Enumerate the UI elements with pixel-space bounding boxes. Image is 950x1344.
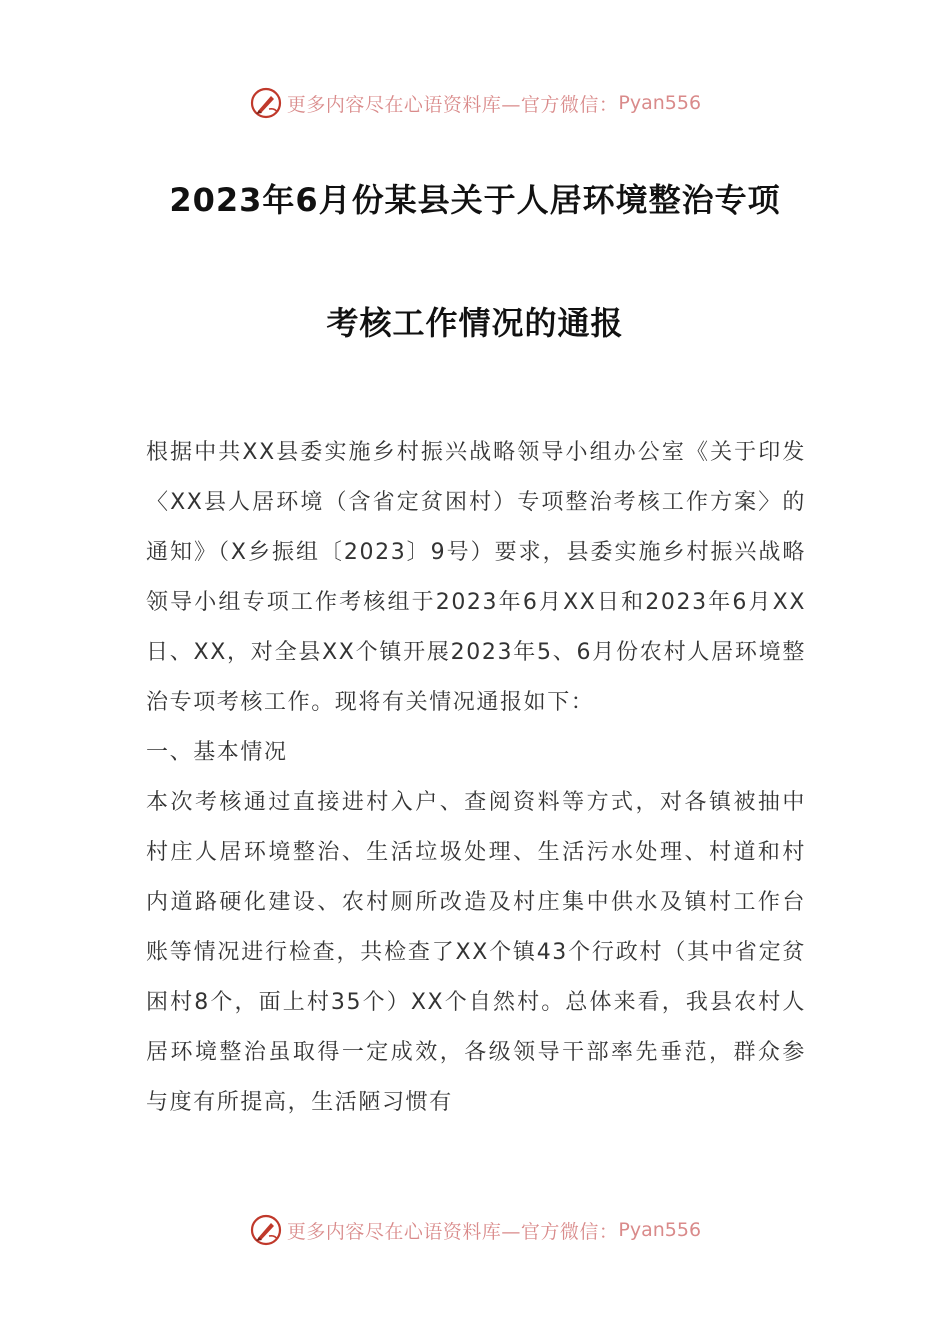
pen-logo-icon <box>249 86 283 120</box>
document-body <box>146 428 806 1128</box>
document-title-line1: 2023年6月份某县关于人居环境整治专项 <box>169 181 781 219</box>
banner-wechat-id: Pyan556 <box>618 1219 702 1241</box>
paragraph-intro: 根据中共XX县委实施乡村振兴战略领导小组办公室《关于印发〈XX县人居环境（含省定贫困村）专项整治考核工作方案〉的通知》（X乡振组〔2023〕9号）要求，县委实施乡村振兴战略领导小组专项工作考核组于2023年6月XX日和2023年6月XX日、XX，对全县XX个镇开展2023年5、6月份农村人居环境整治专项考核工作。现将有关情况通报如下： <box>146 440 806 715</box>
pen-logo-icon <box>249 1213 283 1247</box>
banner-text: 更多内容尽在心语资料库—官方微信： <box>286 93 619 116</box>
paragraph-basic-situation: 本次考核通过直接进村入户、查阅资料等方式，对各镇被抽中村庄人居环境整治、生活垃圾处理、生活污水处理、村道和村内道路硬化建设、农村厕所改造及村庄集中供水及镇村工作台账等情况进行检查，共检查了XX个镇43个行政村（其中省定贫困村8个，面上村35个）XX个自然村。总体来看，我县农村人居环境整治虽取得一定成效，各级领导干部率先垂范，群众参与度有所提高，生活陋习惯有 <box>146 790 806 1115</box>
banner-wechat-id: Pyan556 <box>618 92 702 114</box>
header-banner <box>0 83 950 123</box>
footer-banner <box>0 1210 950 1250</box>
document-title-line2: 考核工作情况的通报 <box>326 304 624 342</box>
section-heading-basic-situation: 一、基本情况 <box>146 740 288 765</box>
banner-text: 更多内容尽在心语资料库—官方微信： <box>286 1220 619 1243</box>
